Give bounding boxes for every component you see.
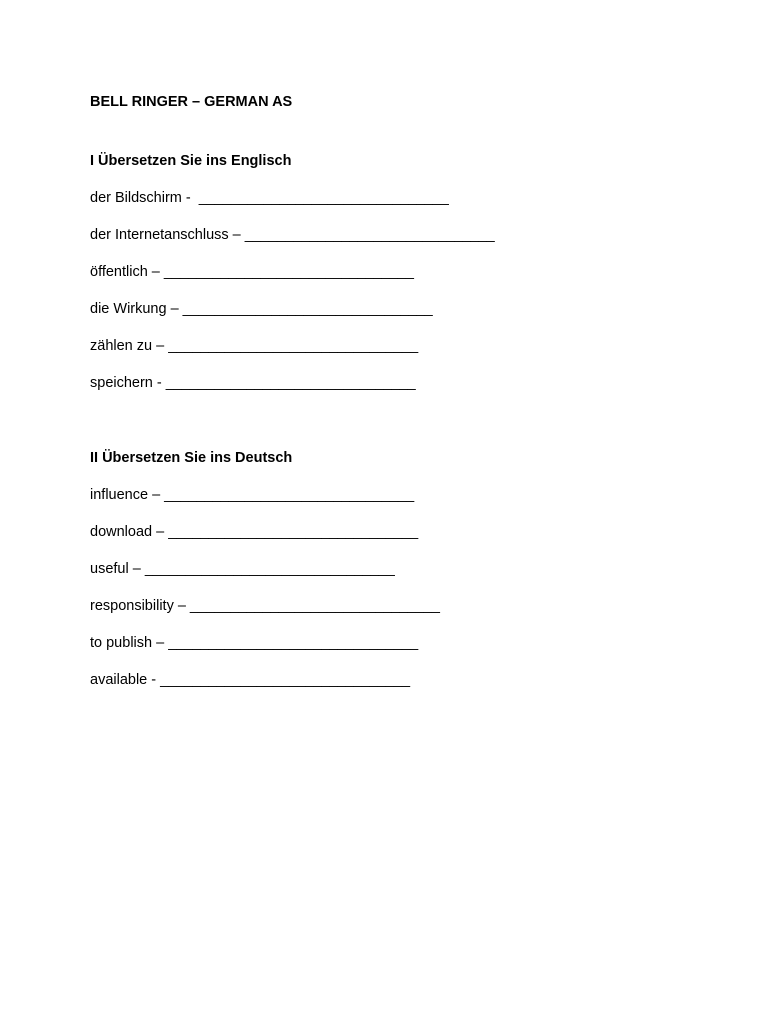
section-heading-deutsch: II Übersetzen Sie ins Deutsch: [90, 450, 293, 466]
vocab-item: öffentlich – _______________________________: [90, 264, 414, 280]
vocab-list-englisch: [90, 189, 495, 411]
vocab-item: speichern - _______________________________: [90, 375, 416, 391]
vocab-item: download – _______________________________: [90, 524, 419, 540]
vocab-item: responsibility – _______________________________: [90, 598, 440, 614]
vocab-list-deutsch: [90, 486, 440, 708]
vocab-item: influence – _______________________________: [90, 487, 415, 503]
vocab-item: zählen zu – _______________________________: [90, 338, 419, 354]
vocab-item: to publish – _______________________________: [90, 635, 419, 651]
vocab-item: useful – _______________________________: [90, 561, 395, 577]
vocab-item: available - _______________________________: [90, 672, 411, 688]
vocab-item: der Internetanschluss – _______________________________: [90, 227, 495, 243]
vocab-item: die Wirkung – _______________________________: [90, 301, 433, 317]
vocab-item: der Bildschirm - _______________________________: [90, 190, 449, 206]
document-title: BELL RINGER – GERMAN AS: [90, 94, 293, 110]
section-heading-englisch: I Übersetzen Sie ins Englisch: [90, 153, 292, 169]
